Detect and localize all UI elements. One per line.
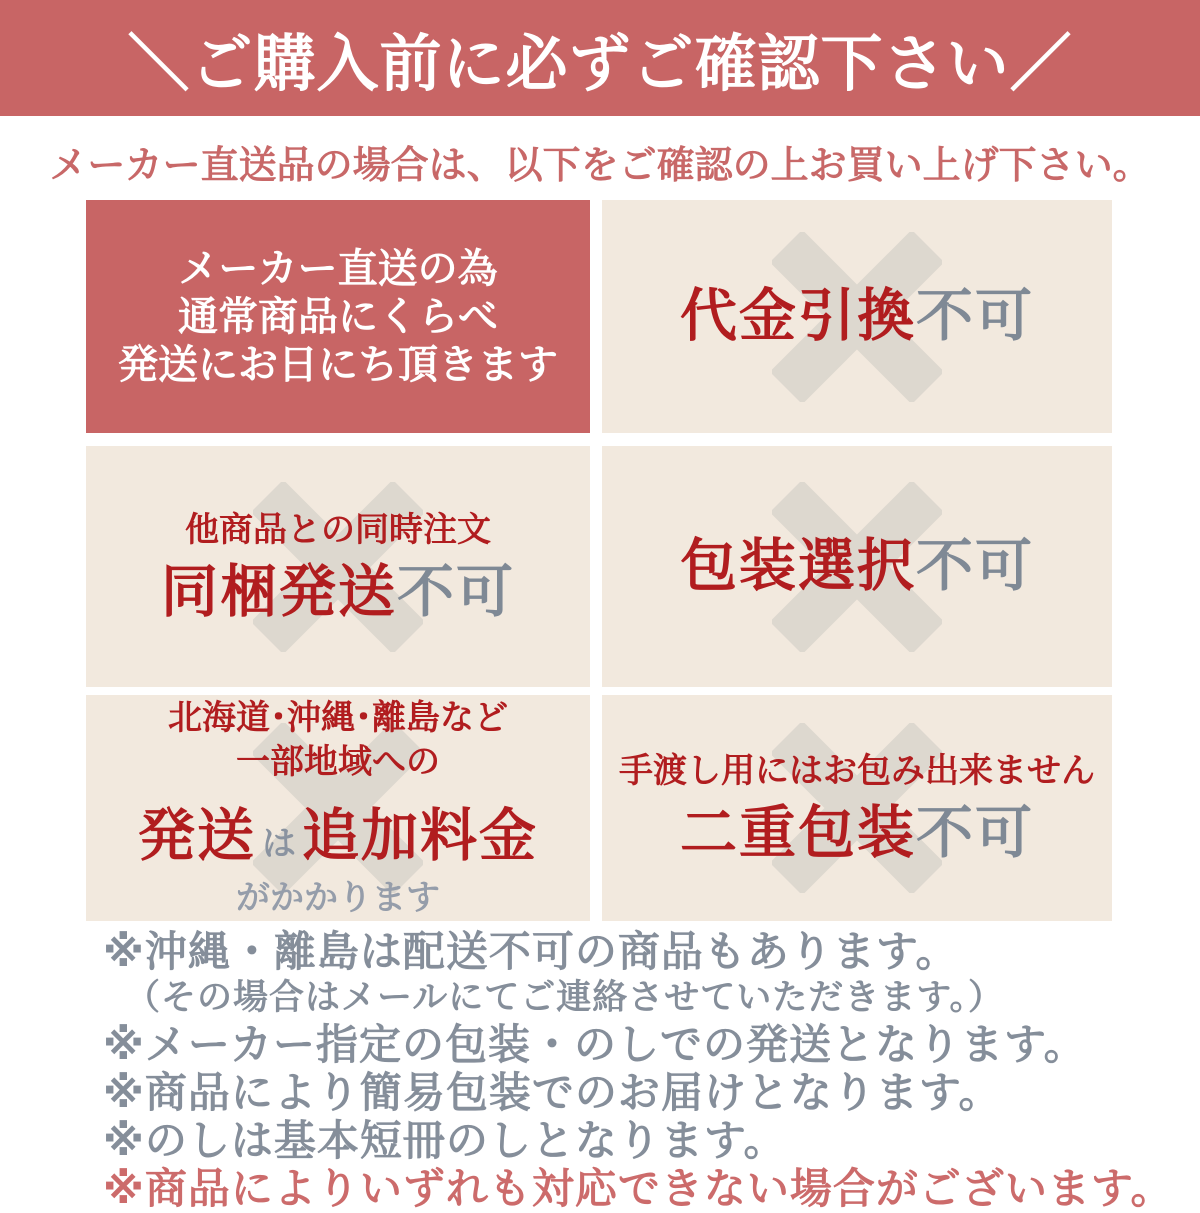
page-title: ＼ご購入前に必ずご確認下さい／ <box>127 26 1073 100</box>
cash-on-delivery-suffix: 不可 <box>916 282 1034 349</box>
extra-fee-note1: 北海道･沖縄･離島など <box>168 698 508 738</box>
extra-fee-big2: 追加料金 <box>302 803 538 869</box>
double-wrapping-main: 二重包装 <box>680 800 916 867</box>
extra-fee-big1: 発送 <box>138 803 256 869</box>
footnote-noshi: ※のしは基本短冊のしとなります。 <box>103 1116 787 1165</box>
footnote-email-contact: （その場合はメールにてご連絡させていただきます。） <box>125 978 1005 1018</box>
direct-shipping-line1: メーカー直送の為 <box>178 245 498 292</box>
bundled-shipping-main-line <box>161 560 515 626</box>
direct-shipping-line2: 通常商品にくらべ <box>178 293 498 340</box>
double-wrapping-suffix: 不可 <box>916 800 1034 867</box>
double-wrapping-note: 手渡し用にはお包み出来ません <box>619 751 1095 792</box>
bundled-shipping-text <box>161 508 515 626</box>
subtitle: メーカー直送品の場合は、以下をご確認の上お買い上げ下さい。 <box>49 143 1151 187</box>
direct-shipping-line3: 発送にお日にち頂きます <box>118 341 558 388</box>
notice-box-direct-shipping <box>86 200 590 433</box>
notice-box-cash-on-delivery <box>602 200 1112 433</box>
cash-on-delivery-text <box>680 284 1034 350</box>
wrapping-choice-suffix: 不可 <box>916 532 1034 599</box>
double-wrapping-text <box>619 749 1095 867</box>
extra-fee-tail: がかかります <box>236 878 440 918</box>
cash-on-delivery-main: 代金引換 <box>680 282 916 349</box>
banner <box>0 0 1200 116</box>
double-wrapping-main-line <box>619 801 1095 867</box>
footnote-not-supported: ※商品によりいずれも対応できない場合がございます。 <box>103 1164 1174 1213</box>
extra-fee-note2: 一部地域への <box>236 742 440 782</box>
bundled-shipping-main: 同梱発送 <box>161 558 397 625</box>
direct-shipping-text <box>118 245 558 389</box>
extra-fee-particle: は <box>262 824 296 864</box>
footnote-maker-wrapping: ※メーカー指定の包装・のしでの発送となります。 <box>103 1020 1087 1069</box>
footnotes <box>103 928 1200 1213</box>
footnote-simple-wrapping: ※商品により簡易包装でのお届けとなります。 <box>103 1068 1002 1117</box>
notice-box-wrapping-choice <box>602 446 1112 687</box>
bundled-shipping-suffix: 不可 <box>397 558 515 625</box>
notice-box-double-wrapping <box>602 695 1112 921</box>
extra-fee-main-line <box>138 790 538 872</box>
notice-box-bundled-shipping <box>86 446 590 687</box>
notice-box-extra-fee <box>86 695 590 921</box>
bundled-shipping-note: 他商品との同時注文 <box>185 509 491 550</box>
wrapping-choice-main: 包装選択 <box>680 532 916 599</box>
extra-fee-text <box>138 696 538 920</box>
wrapping-choice-text <box>680 534 1034 600</box>
footnote-okinawa: ※沖縄・離島は配送不可の商品もあります。 <box>103 927 959 976</box>
